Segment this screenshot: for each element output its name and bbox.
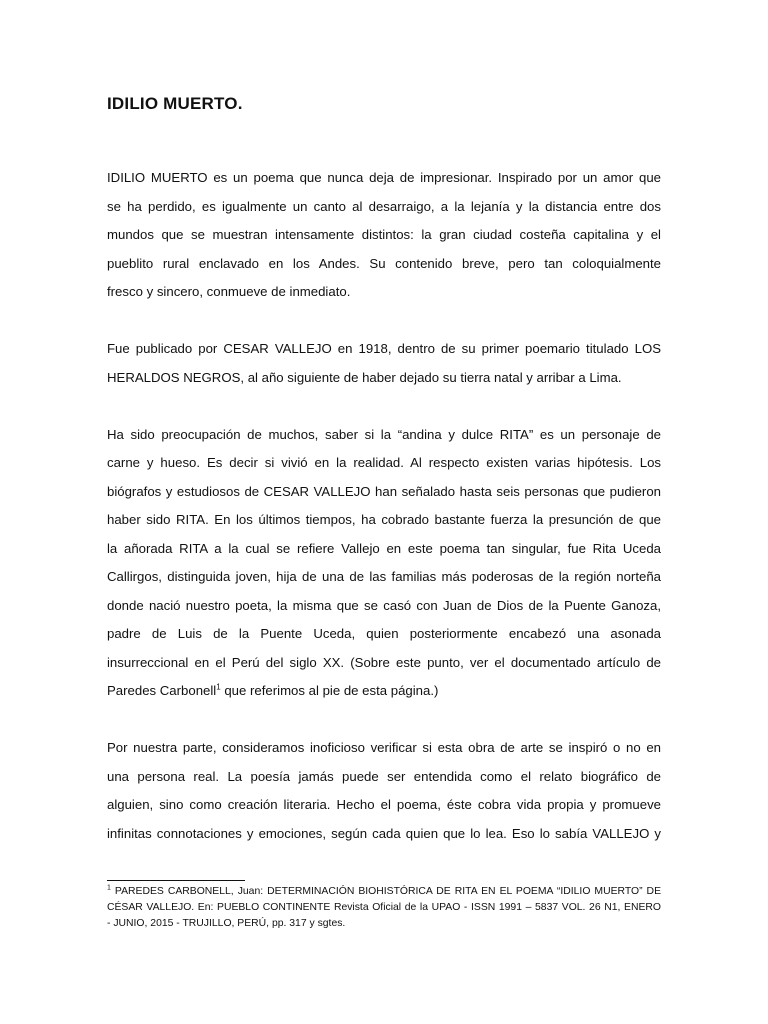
paragraph-line: biógrafos y estudiosos de CESAR VALLEJO han señalado hasta seis personas que pudieron xyxy=(107,483,661,499)
footnote-line: CÉSAR VALLEJO. En: PUEBLO CONTINENTE Revista Oficial de la UPAO - ISSN 1991 – 5837 VOL. 26 N1, ENERO xyxy=(107,902,661,913)
paragraph-line: HERALDOS NEGROS, al año siguiente de haber dejado su tierra natal y arribar a Lima. xyxy=(107,369,622,385)
footnote xyxy=(107,884,661,932)
paragraph-line: Ha sido preocupación de muchos, saber si la “andina y dulce RITA” es un personaje de xyxy=(107,426,661,442)
paragraph-line xyxy=(107,677,661,706)
footnote-line: - JUNIO, 2015 - TRUJILLO, PERÚ, pp. 317 y sgtes. xyxy=(107,918,346,929)
footnote-line xyxy=(107,884,661,900)
paragraph-line: Fue publicado por CESAR VALLEJO en 1918, dentro de su primer poemario titulado LOS xyxy=(107,341,661,356)
paragraph-line: insurreccional en el Perú del siglo XX. (Sobre este punto, ver el documentado artículo de xyxy=(107,654,661,670)
paragraph-line: pueblito rural enclavado en los Andes. Su contenido breve, pero tan coloquialmente xyxy=(107,255,661,271)
paragraph-3 xyxy=(107,421,661,706)
page-title: IDILIO MUERTO. xyxy=(107,94,243,113)
paragraph-line: donde nació nuestro poeta, la misma que se casó con Juan de Dios de la Puente Ganoza, xyxy=(107,597,661,613)
footnote-text: PAREDES CARBONELL, Juan: DETERMINACIÓN BIOHISTÓRICA DE RITA EN EL POEMA “IDILIO MUERTO” DE xyxy=(110,886,661,897)
paragraph-line: Callirgos, distinguida joven, hija de una de las familias más poderosas de la región norteña xyxy=(107,569,661,584)
document-body xyxy=(107,164,661,877)
paragraph-line: carne y hueso. Es decir si vivió en la realidad. Al respecto existen varias hipótesis. Los xyxy=(107,455,661,470)
paragraph-line: infinitas connotaciones y emociones, según cada quien que lo lea. Eso lo sabía VALLEJO y xyxy=(107,825,661,841)
paragraph-line: se ha perdido, es igualmente un canto al desarraigo, a la lejanía y la distancia entre dos xyxy=(107,198,661,214)
citation-tail: que referimos al pie de esta página.) xyxy=(220,683,439,698)
paragraph-line: fresco y sincero, conmueve de inmediato. xyxy=(107,284,351,299)
paragraph-line: padre de Luis de la Puente Uceda, quien posteriormente encabezó una asonada xyxy=(107,626,661,641)
paragraph-4 xyxy=(107,734,661,848)
paragraph-line: Por nuestra parte, consideramos inoficioso verificar si esta obra de arte se inspiró o no en xyxy=(107,740,661,755)
paragraph-line: haber sido RITA. En los últimos tiempos, ha cobrado bastante fuerza la presunción de que xyxy=(107,512,661,527)
citation-author: Paredes Carbonell xyxy=(107,683,217,698)
paragraph-line: alguien, sino como creación literaria. Hecho el poema, éste cobra vida propia y promueve xyxy=(107,797,661,812)
footnote-separator xyxy=(107,880,245,881)
footnote-reference[interactable]: 1 xyxy=(216,682,221,692)
paragraph-1 xyxy=(107,164,661,307)
paragraph-2 xyxy=(107,335,661,392)
paragraph-line: la añorada RITA a la cual se refiere Vallejo en este poema tan singular, fue Rita Uceda xyxy=(107,540,661,556)
footnote-marker: 1 xyxy=(107,884,111,892)
paragraph-line: una persona real. La poesía jamás puede ser entendida como el relato biográfico de xyxy=(107,768,661,784)
paragraph-line: IDILIO MUERTO es un poema que nunca deja de impresionar. Inspirado por un amor que xyxy=(107,170,661,185)
paragraph-line: mundos que se muestran intensamente distintos: la gran ciudad costeña capitalina y el xyxy=(107,227,661,242)
